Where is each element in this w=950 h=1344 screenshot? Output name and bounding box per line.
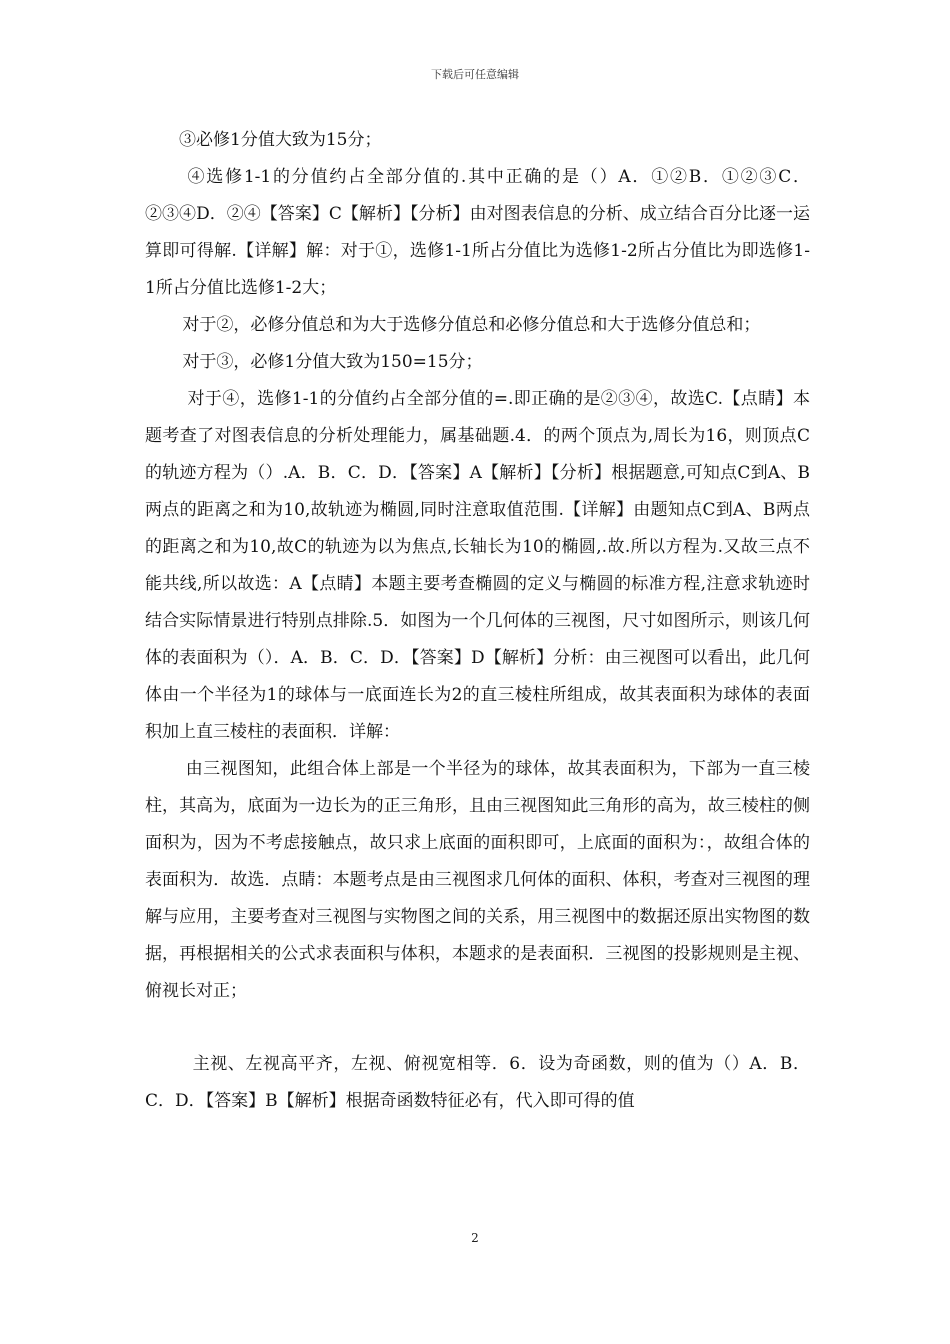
- paragraph-2: ④选修1-1的分值约占全部分值的.其中正确的是（）A．①②B．①②③C．②③④D．②④【答案】C【解析】【分析】由对图表信息的分析、成立结合百分比逐一运算即可得解.【详解】解：对于①，选修1-1所占分值比为选修1-2所占分值比为即选修1-1所占分值比选修1-2大；: [145, 167, 810, 298]
- paragraph-1: ③必修1分值大致为15分；: [179, 130, 382, 150]
- paragraph-6: 由三视图知，此组合体上部是一个半径为的球体，故其表面积为，下部为一直三棱柱，其高为，底面为一边长为的正三角形，且由三视图知此三角形的高为，故三棱柱的侧面积为，因为不考虑接触点，故只求上底面的面积即可，上底面的面积为：，故组合体的表面积为．故选．点睛：本题考点是由三视图求几何体的面积、体积，考查对三视图的理解与应用，主要考查对三视图与实物图之间的关系，用三视图中的数据还原出实物图的数据，再根据相关的公式求表面积与体积，本题求的是表面积．三视图的投影规则是主视、俯视长对正；: [145, 759, 810, 1001]
- paragraph-5: 对于④，选修1-1的分值约占全部分值的=.即正确的是②③④，故选C.【点睛】本题考查了对图表信息的分析处理能力，属基础题.4．的两个顶点为,周长为16，则顶点C的轨迹方程为（）.A．B．C．D．【答案】A【解析】【分析】根据题意,可知点C到A、B两点的距离之和为10,故轨迹为椭圆,同时注意取值范围.【详解】由题知点C到A、B两点的距离之和为10,故C的轨迹为以为焦点,长轴长为10的椭圆,.故.所以方程为.又故三点不能共线,所以故选：A【点睛】本题主要考查椭圆的定义与椭圆的标准方程,注意求轨迹时结合实际情景进行特别点排除.5．如图为一个几何体的三视图，尺寸如图所示，则该几何体的表面积为（）．A．B．C．D．【答案】D【解析】分析：由三视图可以看出，此几何体由一个半径为1的球体与一底面连长为2的直三棱柱所组成，故其表面积为球体的表面积加上直三棱柱的表面积．详解：: [145, 389, 810, 742]
- paragraph-gap: [145, 1010, 810, 1046]
- document-body: [145, 122, 810, 1120]
- paragraph-7: 主视、左视高平齐，左视、俯视宽相等．6．设为奇函数，则的值为（）A．B．C．D．【答案】B【解析】根据奇函数特征必有，代入即可得的值: [145, 1054, 810, 1111]
- paragraph-3: 对于②，必修分值总和为大于选修分值总和必修分值总和大于选修分值总和；: [182, 315, 761, 335]
- page-header: 下载后可任意编辑: [431, 68, 519, 81]
- page-number: 2: [471, 1231, 479, 1245]
- paragraph-4: 对于③，必修1分值大致为150=15分；: [182, 352, 483, 372]
